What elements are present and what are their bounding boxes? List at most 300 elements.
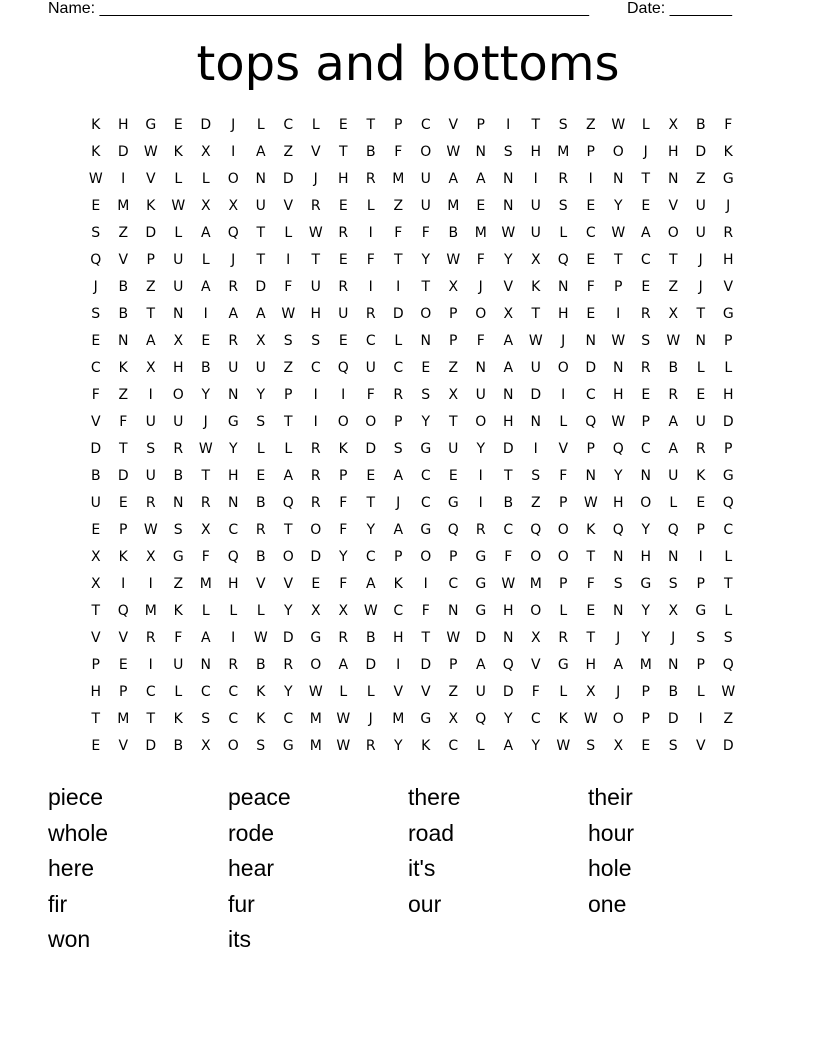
grid-letter: K	[393, 576, 403, 592]
grid-letter: P	[339, 468, 348, 484]
grid-letter: T	[393, 252, 403, 268]
grid-letter: Y	[641, 630, 651, 646]
grid-letter: F	[394, 225, 403, 241]
grid-letter: S	[173, 522, 183, 538]
grid-letter: B	[173, 738, 184, 754]
grid-letter: Q	[612, 441, 624, 457]
grid-letter: P	[559, 495, 568, 511]
grid-letter: O	[365, 414, 377, 430]
grid-letter: A	[668, 414, 679, 430]
grid-letter: P	[641, 684, 650, 700]
grid-letter: L	[256, 117, 265, 133]
grid-letter: J	[643, 144, 648, 160]
grid-letter: U	[695, 225, 706, 241]
grid-letter: T	[366, 495, 376, 511]
page-title: tops and bottoms	[196, 36, 620, 92]
grid-letter: F	[174, 630, 183, 646]
grid-letter: C	[90, 360, 101, 376]
grid-row	[82, 382, 742, 409]
grid-letter: X	[448, 279, 459, 295]
word-list-item: hole	[588, 855, 632, 882]
grid-letter: H	[117, 117, 129, 133]
grid-row	[82, 598, 742, 625]
grid-letter: O	[172, 387, 184, 403]
grid-letter: T	[201, 468, 211, 484]
grid-letter: R	[475, 522, 486, 538]
grid-letter: I	[616, 306, 621, 322]
grid-letter: O	[420, 306, 432, 322]
grid-letter: K	[118, 360, 128, 376]
grid-letter: N	[668, 549, 679, 565]
grid-letter: B	[173, 468, 184, 484]
grid-letter: Z	[118, 225, 129, 241]
word-list-item: piece	[48, 784, 103, 810]
grid-letter: I	[423, 576, 428, 592]
grid-letter: D	[282, 171, 294, 187]
grid-letter: B	[118, 306, 129, 322]
grid-letter: S	[256, 738, 266, 754]
grid-letter: R	[640, 360, 651, 376]
grid-letter: I	[396, 279, 401, 295]
grid-letter: G	[310, 630, 322, 646]
grid-letter: P	[586, 441, 595, 457]
grid-letter: Z	[283, 144, 294, 160]
grid-letter: R	[338, 279, 349, 295]
grid-letter: Z	[283, 360, 294, 376]
grid-row	[82, 571, 742, 598]
grid-letter: S	[283, 333, 293, 349]
grid-letter: H	[612, 387, 624, 403]
grid-letter: F	[339, 495, 348, 511]
grid-letter: H	[585, 657, 597, 673]
grid-letter: V	[530, 657, 541, 673]
grid-letter: W	[446, 144, 461, 160]
grid-letter: U	[255, 360, 266, 376]
grid-letter: L	[394, 333, 403, 349]
grid-letter: Z	[393, 198, 404, 214]
grid-letter: R	[723, 225, 734, 241]
grid-letter: A	[475, 657, 486, 673]
grid-letter: X	[200, 144, 211, 160]
grid-letter: W	[666, 333, 681, 349]
grid-letter: D	[530, 387, 542, 403]
grid-letter: T	[586, 630, 596, 646]
grid-letter: S	[668, 576, 678, 592]
grid-letter: G	[475, 603, 487, 619]
grid-letter: A	[640, 225, 651, 241]
grid-letter: L	[201, 252, 210, 268]
grid-letter: S	[503, 144, 513, 160]
grid-letter: I	[231, 144, 236, 160]
grid-letter: D	[667, 711, 679, 727]
grid-letter: X	[338, 603, 349, 619]
word-list-item: one	[588, 890, 627, 917]
grid-letter: I	[698, 549, 703, 565]
grid-letter: A	[503, 738, 514, 754]
grid-letter: R	[283, 657, 294, 673]
grid-letter: U	[145, 468, 156, 484]
grid-letter: L	[724, 603, 733, 619]
grid-letter: I	[231, 630, 236, 646]
grid-letter: F	[476, 333, 485, 349]
grid-letter: F	[421, 225, 430, 241]
grid-letter: I	[533, 171, 538, 187]
grid-letter: N	[448, 603, 459, 619]
grid-letter: K	[118, 549, 128, 565]
grid-letter: V	[90, 630, 101, 646]
grid-letter: A	[503, 360, 514, 376]
grid-letter: G	[145, 117, 157, 133]
grid-letter: E	[476, 198, 486, 214]
grid-letter: D	[117, 468, 129, 484]
grid-letter: A	[145, 333, 156, 349]
grid-letter: T	[283, 522, 293, 538]
grid-letter: P	[449, 549, 458, 565]
grid-letter: K	[558, 711, 568, 727]
grid-letter: O	[557, 360, 569, 376]
grid-letter: L	[174, 225, 183, 241]
grid-letter: X	[200, 738, 211, 754]
grid-letter: A	[448, 171, 459, 187]
grid-letter: T	[586, 549, 596, 565]
grid-letter: Y	[201, 387, 211, 403]
grid-letter: O	[227, 738, 239, 754]
grid-letter: E	[256, 468, 266, 484]
grid-letter: R	[695, 441, 706, 457]
grid-letter: E	[201, 333, 211, 349]
grid-letter: D	[145, 225, 157, 241]
grid-letter: N	[613, 171, 624, 187]
grid-letter: F	[201, 549, 210, 565]
grid-letter: I	[698, 711, 703, 727]
grid-letter: G	[475, 576, 487, 592]
grid-letter: O	[227, 171, 239, 187]
grid-letter: R	[365, 171, 376, 187]
grid-letter: T	[146, 711, 156, 727]
grid-letter: I	[478, 495, 483, 511]
grid-letter: E	[91, 522, 101, 538]
grid-letter: N	[503, 387, 514, 403]
grid-letter: U	[668, 468, 679, 484]
grid-letter: X	[613, 738, 624, 754]
grid-letter: S	[696, 630, 706, 646]
grid-letter: J	[313, 171, 318, 187]
grid-letter: Y	[338, 549, 348, 565]
grid-letter: J	[616, 684, 621, 700]
grid-letter: M	[144, 603, 157, 619]
grid-letter: A	[393, 468, 404, 484]
grid-letter: C	[228, 711, 239, 727]
grid-letter: T	[91, 603, 101, 619]
grid-letter: O	[475, 414, 487, 430]
grid-letter: Z	[448, 684, 459, 700]
grid-letter: Y	[421, 414, 431, 430]
grid-letter: C	[393, 360, 404, 376]
grid-row	[82, 517, 742, 544]
grid-letter: O	[557, 522, 569, 538]
grid-letter: P	[119, 684, 128, 700]
grid-letter: H	[557, 306, 569, 322]
grid-row	[82, 112, 742, 139]
grid-letter: D	[502, 684, 514, 700]
grid-letter: K	[256, 684, 266, 700]
grid-letter: Y	[503, 252, 513, 268]
grid-letter: G	[447, 495, 459, 511]
grid-letter: L	[284, 441, 293, 457]
grid-letter: L	[696, 360, 705, 376]
grid-letter: M	[117, 198, 130, 214]
grid-letter: T	[256, 252, 266, 268]
word-list-item: fir	[48, 890, 68, 917]
grid-letter: W	[611, 225, 626, 241]
grid-row	[82, 328, 742, 355]
grid-letter: A	[283, 468, 294, 484]
grid-letter: U	[448, 441, 459, 457]
grid-row	[82, 733, 742, 760]
grid-letter: D	[722, 738, 734, 754]
grid-letter: V	[255, 576, 266, 592]
grid-letter: N	[695, 333, 706, 349]
grid-letter: W	[281, 306, 296, 322]
grid-letter: X	[668, 306, 679, 322]
grid-letter: B	[448, 225, 459, 241]
grid-letter: S	[91, 306, 101, 322]
grid-letter: L	[339, 684, 348, 700]
grid-letter: I	[148, 657, 153, 673]
grid-letter: U	[173, 252, 184, 268]
grid-letter: L	[229, 603, 238, 619]
grid-letter: V	[310, 144, 321, 160]
grid-letter: F	[421, 603, 430, 619]
grid-letter: B	[503, 495, 514, 511]
grid-letter: G	[420, 711, 432, 727]
grid-letter: C	[530, 711, 541, 727]
grid-row	[82, 652, 742, 679]
grid-row	[82, 544, 742, 571]
word-list-item: it's	[408, 855, 436, 882]
grid-letter: C	[228, 522, 239, 538]
grid-letter: O	[310, 657, 322, 673]
grid-letter: O	[667, 225, 679, 241]
grid-letter: T	[421, 279, 431, 295]
grid-letter: W	[336, 738, 351, 754]
grid-letter: I	[121, 171, 126, 187]
grid-letter: B	[255, 657, 266, 673]
grid-letter: T	[696, 306, 706, 322]
grid-letter: C	[365, 333, 376, 349]
grid-letter: E	[338, 198, 348, 214]
grid-letter: A	[200, 630, 211, 646]
grid-letter: F	[284, 279, 293, 295]
grid-letter: D	[502, 441, 514, 457]
grid-letter: J	[698, 279, 703, 295]
word-list-item: there	[408, 784, 461, 810]
grid-letter: X	[90, 576, 101, 592]
grid-letter: K	[91, 117, 101, 133]
grid-letter: T	[421, 630, 431, 646]
grid-letter: N	[255, 171, 266, 187]
grid-letter: P	[449, 306, 458, 322]
grid-letter: U	[475, 684, 486, 700]
grid-letter: T	[91, 711, 101, 727]
grid-letter: J	[671, 630, 676, 646]
grid-letter: E	[91, 333, 101, 349]
grid-letter: N	[118, 333, 129, 349]
grid-letter: A	[228, 306, 239, 322]
grid-letter: R	[255, 522, 266, 538]
grid-letter: P	[724, 441, 733, 457]
grid-letter: X	[255, 333, 266, 349]
grid-letter: T	[338, 144, 348, 160]
grid-letter: H	[722, 252, 734, 268]
grid-letter: G	[420, 522, 432, 538]
word-list-item: peace	[228, 784, 291, 810]
grid-letter: D	[145, 738, 157, 754]
grid-letter: A	[475, 171, 486, 187]
grid-letter: P	[614, 279, 623, 295]
grid-letter: G	[722, 306, 734, 322]
grid-letter: T	[613, 252, 623, 268]
grid-letter: G	[695, 603, 707, 619]
grid-letter: W	[446, 252, 461, 268]
grid-letter: X	[145, 360, 156, 376]
grid-letter: J	[478, 279, 483, 295]
grid-letter: L	[174, 171, 183, 187]
grid-letter: L	[201, 171, 210, 187]
grid-letter: M	[474, 225, 487, 241]
grid-row	[82, 679, 742, 706]
grid-letter: W	[143, 522, 158, 538]
grid-letter: F	[531, 684, 540, 700]
grid-letter: S	[91, 225, 101, 241]
grid-letter: J	[231, 117, 236, 133]
grid-letter: R	[338, 225, 349, 241]
grid-letter: C	[585, 387, 596, 403]
grid-letter: E	[641, 738, 651, 754]
grid-letter: E	[586, 198, 596, 214]
grid-letter: W	[446, 630, 461, 646]
grid-letter: V	[420, 684, 431, 700]
grid-letter: S	[558, 198, 568, 214]
grid-letter: Y	[613, 468, 623, 484]
grid-letter: E	[338, 252, 348, 268]
grid-letter: Q	[475, 711, 487, 727]
word-list	[48, 780, 768, 958]
grid-letter: O	[612, 144, 624, 160]
grid-letter: P	[284, 387, 293, 403]
grid-letter: W	[556, 738, 571, 754]
grid-letter: X	[200, 522, 211, 538]
grid-row	[82, 490, 742, 517]
grid-letter: Z	[723, 711, 734, 727]
grid-letter: I	[368, 225, 373, 241]
grid-letter: D	[365, 441, 377, 457]
grid-letter: U	[173, 279, 184, 295]
grid-letter: O	[530, 549, 542, 565]
grid-letter: B	[668, 684, 679, 700]
grid-letter: N	[173, 495, 184, 511]
grid-letter: K	[256, 711, 266, 727]
grid-letter: Z	[145, 279, 156, 295]
grid-letter: A	[613, 657, 624, 673]
grid-letter: O	[337, 414, 349, 430]
grid-letter: U	[530, 225, 541, 241]
grid-letter: V	[90, 414, 101, 430]
grid-letter: G	[282, 738, 294, 754]
grid-letter: L	[724, 360, 733, 376]
grid-letter: O	[557, 549, 569, 565]
grid-letter: C	[420, 495, 431, 511]
grid-letter: R	[228, 279, 239, 295]
grid-row	[82, 247, 742, 274]
grid-letter: H	[172, 360, 184, 376]
grid-letter: V	[695, 738, 706, 754]
grid-letter: U	[338, 306, 349, 322]
grid-letter: E	[641, 387, 651, 403]
grid-letter: R	[228, 657, 239, 673]
grid-letter: Z	[585, 117, 596, 133]
grid-letter: P	[586, 144, 595, 160]
grid-letter: R	[173, 441, 184, 457]
grid-letter: Q	[585, 414, 597, 430]
grid-letter: X	[90, 549, 101, 565]
grid-letter: C	[448, 576, 459, 592]
grid-letter: Q	[667, 522, 679, 538]
grid-letter: V	[283, 576, 294, 592]
grid-letter: X	[228, 198, 239, 214]
grid-letter: Y	[228, 441, 238, 457]
grid-letter: F	[724, 117, 733, 133]
grid-letter: R	[310, 468, 321, 484]
grid-letter: U	[475, 387, 486, 403]
grid-letter: E	[91, 738, 101, 754]
grid-letter: X	[585, 684, 596, 700]
grid-letter: J	[726, 198, 731, 214]
grid-letter: E	[338, 117, 348, 133]
grid-letter: G	[557, 657, 569, 673]
grid-letter: Z	[530, 495, 541, 511]
grid-letter: X	[310, 603, 321, 619]
grid-letter: P	[394, 414, 403, 430]
grid-letter: M	[529, 576, 542, 592]
grid-row	[82, 409, 742, 436]
grid-letter: W	[253, 630, 268, 646]
grid-letter: X	[668, 603, 679, 619]
grid-letter: U	[695, 414, 706, 430]
grid-letter: J	[93, 279, 98, 295]
grid-letter: T	[531, 306, 541, 322]
grid-letter: C	[420, 468, 431, 484]
grid-letter: W	[611, 117, 626, 133]
grid-letter: V	[448, 117, 459, 133]
grid-letter: V	[668, 198, 679, 214]
grid-letter: W	[363, 603, 378, 619]
grid-letter: E	[641, 279, 651, 295]
grid-letter: N	[420, 333, 431, 349]
grid-letter: N	[613, 549, 624, 565]
grid-letter: J	[368, 711, 373, 727]
grid-letter: M	[309, 738, 322, 754]
grid-letter: X	[503, 306, 514, 322]
grid-letter: P	[641, 711, 650, 727]
grid-letter: U	[530, 198, 541, 214]
grid-letter: I	[313, 387, 318, 403]
grid-letter: R	[640, 306, 651, 322]
grid-letter: J	[231, 252, 236, 268]
grid-letter: C	[640, 252, 651, 268]
grid-letter: L	[311, 117, 320, 133]
grid-letter: W	[583, 495, 598, 511]
